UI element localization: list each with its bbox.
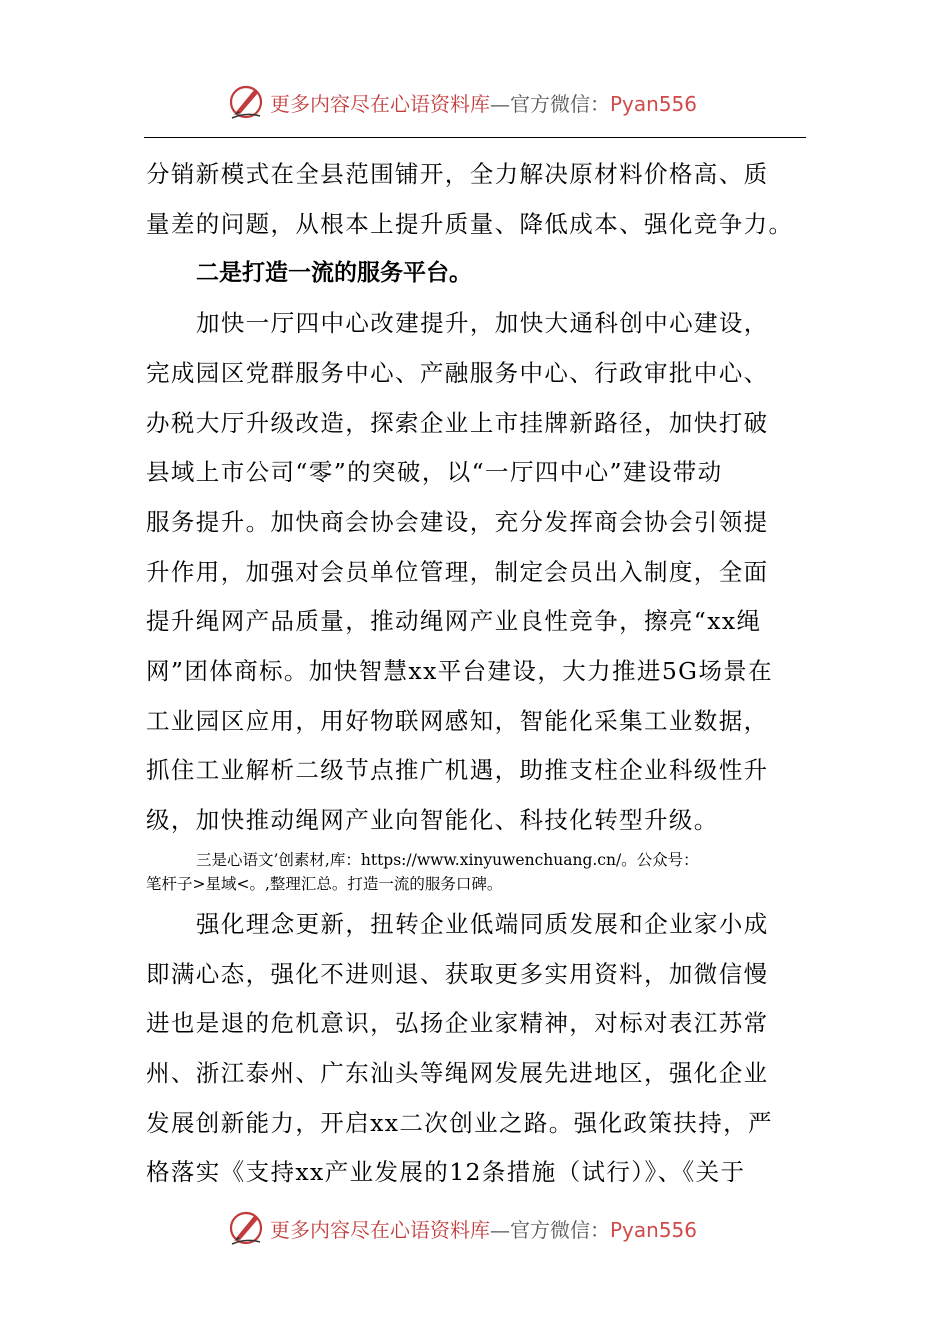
- paragraph-line: 格落实《支持xx产业发展的12条措施（试行）》、《关于: [146, 1158, 746, 1187]
- paragraph-line: 抓住工业解析二级节点推广机遇，助推支柱企业科级性升: [146, 756, 769, 785]
- header-banner-text: [270, 88, 697, 117]
- header-banner: [226, 82, 746, 122]
- paragraph-line: 即满心态，强化不进则退、获取更多实用资料，加微信慢: [146, 959, 769, 988]
- paragraph-line: 加快一厅四中心改建提升，加快大通科创中心建设，: [196, 309, 769, 338]
- header-wechat-id: Pyan556: [610, 91, 698, 116]
- paragraph-line: 级，加快推动绳网产业向智能化、科技化转型升级。: [146, 806, 719, 835]
- paragraph-line: 完成园区党群服务中心、产融服务中心、行政审批中心、: [146, 358, 769, 387]
- footer-banner-text: [270, 1214, 697, 1243]
- footer-wechat-id: Pyan556: [610, 1217, 698, 1242]
- paragraph-line: 提升绳网产品质量，推动绳网产业良性竞争，擦亮“xx绳: [146, 607, 762, 636]
- source-note: [146, 848, 808, 896]
- header-brand: 更多内容尽在心语资料库: [270, 91, 490, 116]
- quill-pen-logo-icon: [226, 82, 266, 122]
- paragraph-line: 网”团体商标。加快智慧xx平台建设，大力推进5G场景在: [146, 657, 774, 686]
- paragraph-line: 进也是退的危机意识，弘扬企业家精神，对标对表江苏常: [146, 1009, 769, 1038]
- paragraph-line: 服务提升。加快商会协会建设，充分发挥商会协会引领提: [146, 507, 769, 536]
- document-body: [146, 150, 808, 1198]
- footer-label: 官方微信：: [510, 1217, 610, 1242]
- paragraph-line: 县域上市公司“零”的突破，以“一厅四中心”建设带动: [146, 458, 723, 487]
- footer-banner: [226, 1208, 746, 1248]
- header-rule: [144, 137, 806, 138]
- header-label: 官方微信：: [510, 91, 610, 116]
- paragraph-line: 升作用，加强对会员单位管理，制定会员出入制度，全面: [146, 557, 769, 586]
- footer-brand: 更多内容尽在心语资料库: [270, 1217, 490, 1242]
- paragraph-line: 办税大厅升级改造，探索企业上市挂牌新路径，加快打破: [146, 408, 769, 437]
- paragraph-line: 工业园区应用，用好物联网感知，智能化采集工业数据，: [146, 706, 769, 735]
- paragraph-line: 发展创新能力，开启xx二次创业之路。强化政策扶持，严: [146, 1108, 773, 1137]
- source-note-line: 笔杆子>星域<。,整理汇总。打造一流的服务口碑。: [146, 874, 503, 893]
- section-heading: 二是打造一流的服务平台。: [196, 260, 472, 287]
- paragraph-line: 量差的问题，从根本上提升质量、降低成本、强化竞争力。: [146, 209, 794, 238]
- quill-pen-logo-icon: [226, 1208, 266, 1248]
- header-separator: —: [490, 91, 510, 116]
- paragraph-line: 强化理念更新，扭转企业低端同质发展和企业家小成: [196, 909, 769, 938]
- paragraph-line: 州、浙江泰州、广东汕头等绳网发展先进地区，强化企业: [146, 1058, 769, 1087]
- paragraph-line: 分销新模式在全县范围铺开，全力解决原材料价格高、质: [146, 160, 769, 188]
- source-note-line: 三是心语文’创素材,库：https://www.xinyuwenchuang.cn/。公众号：: [196, 850, 699, 869]
- footer-separator: —: [490, 1217, 510, 1242]
